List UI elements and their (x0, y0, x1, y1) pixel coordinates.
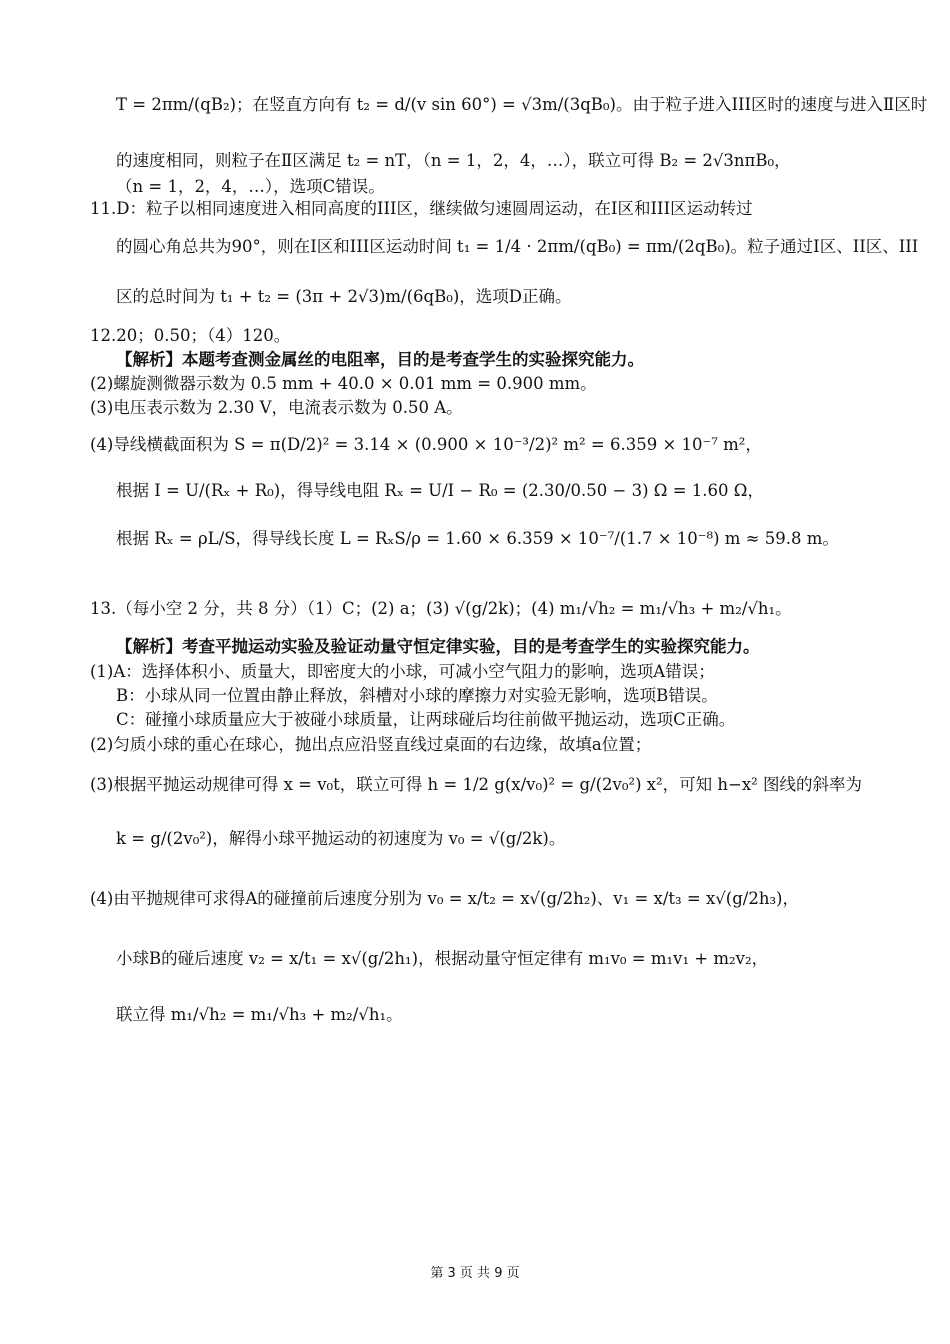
text-line: 联立得 m₁/√h₂ = m₁/√h₃ + m₂/√h₁。 (116, 1005, 403, 1024)
text-line: (4)由平抛规律可求得A的碰撞前后速度分别为 v₀ = x/t₂ = x√(g/2h₂)、v₁ = x/t₃ = x√(g/2h₃)， (90, 889, 799, 908)
text-line: T = 2πm/(qB₂)；在竖直方向有 t₂ = d/(v sin 60°) = √3m/(3qB₀)。由于粒子进入III区时的速度与进入Ⅱ区时 (116, 95, 928, 114)
text-line: (2)匀质小球的重心在球心，抛出点应沿竖直线过桌面的右边缘，故填a位置； (90, 735, 652, 754)
text-line: 小球B的碰后速度 v₂ = x/t₁ = x√(g/2h₁)，根据动量守恒定律有 m₁v₀ = m₁v₁ + m₂v₂， (116, 949, 769, 968)
text-line: (2)螺旋测微器示数为 0.5 mm + 40.0 × 0.01 mm = 0.900 mm。 (90, 374, 597, 393)
text-line: (3)根据平抛运动规律可得 x = v₀t，联立可得 h = 1/2 g(x/v₀)² = g/(2v₀²) x²，可知 h−x² 图线的斜率为 (90, 775, 863, 794)
text-line: C：碰撞小球质量应大于被碰小球质量，让两球碰后均往前做平抛运动，选项C正确。 (116, 710, 736, 729)
text-line: 根据 I = U/(Rₓ + R₀)，得导线电阻 Rₓ = U/I − R₀ = (2.30/0.50 − 3) Ω = 1.60 Ω， (116, 481, 764, 500)
text-line: 的速度相同，则粒子在Ⅱ区满足 t₂ = nT，（n = 1，2，4，…），联立可得 B₂ = 2√3nπB₀， (116, 151, 791, 170)
text-line: (4)导线横截面积为 S = π(D/2)² = 3.14 × (0.900 × 10⁻³/2)² m² = 6.359 × 10⁻⁷ m²， (90, 435, 762, 454)
analysis-heading: 【解析】考查平抛运动实验及验证动量守恒定律实验，目的是考查学生的实验探究能力。 (116, 637, 760, 656)
text-line: B：小球从同一位置由静止释放，斜槽对小球的摩擦力对实验无影响，选项B错误。 (116, 686, 718, 705)
text-line: （n = 1，2，4，…），选项C错误。 (116, 177, 385, 196)
text-line: 的圆心角总共为90°，则在I区和III区运动时间 t₁ = 1/4 · 2πm/(qB₀) = πm/(2qB₀)。粒子通过I区、II区、III (116, 237, 919, 256)
analysis-heading: 【解析】本题考查测金属丝的电阻率，目的是考查学生的实验探究能力。 (116, 350, 644, 369)
text-line: (1)A：选择体积小、质量大，即密度大的小球，可减小空气阻力的影响，选项A错误； (90, 662, 715, 681)
text-line: 根据 Rₓ = ρL/S，得导线长度 L = RₓS/ρ = 1.60 × 6.359 × 10⁻⁷/(1.7 × 10⁻⁸) m ≈ 59.8 m。 (116, 529, 839, 548)
question-13: 13.（每小空 2 分，共 8 分）（1）C；(2) a；(3) √(g/2k)；(4) m₁/√h₂ = m₁/√h₃ + m₂/√h₁。 (90, 599, 792, 618)
page-footer: 第 3 页 共 9 页 (430, 1266, 520, 1281)
text-line: k = g/(2v₀²)，解得小球平抛运动的初速度为 v₀ = √(g/2k)。 (116, 829, 566, 848)
question-12: 12.20；0.50；（4）120。 (90, 326, 291, 345)
text-line: (3)电压表示数为 2.30 V，电流表示数为 0.50 A。 (90, 398, 463, 417)
question-11: 11.D：粒子以相同速度进入相同高度的III区，继续做匀速圆周运动，在I区和III区运动转过 (90, 199, 753, 218)
text-line: 区的总时间为 t₁ + t₂ = (3π + 2√3)m/(6qB₀)，选项D正确。 (116, 287, 572, 306)
